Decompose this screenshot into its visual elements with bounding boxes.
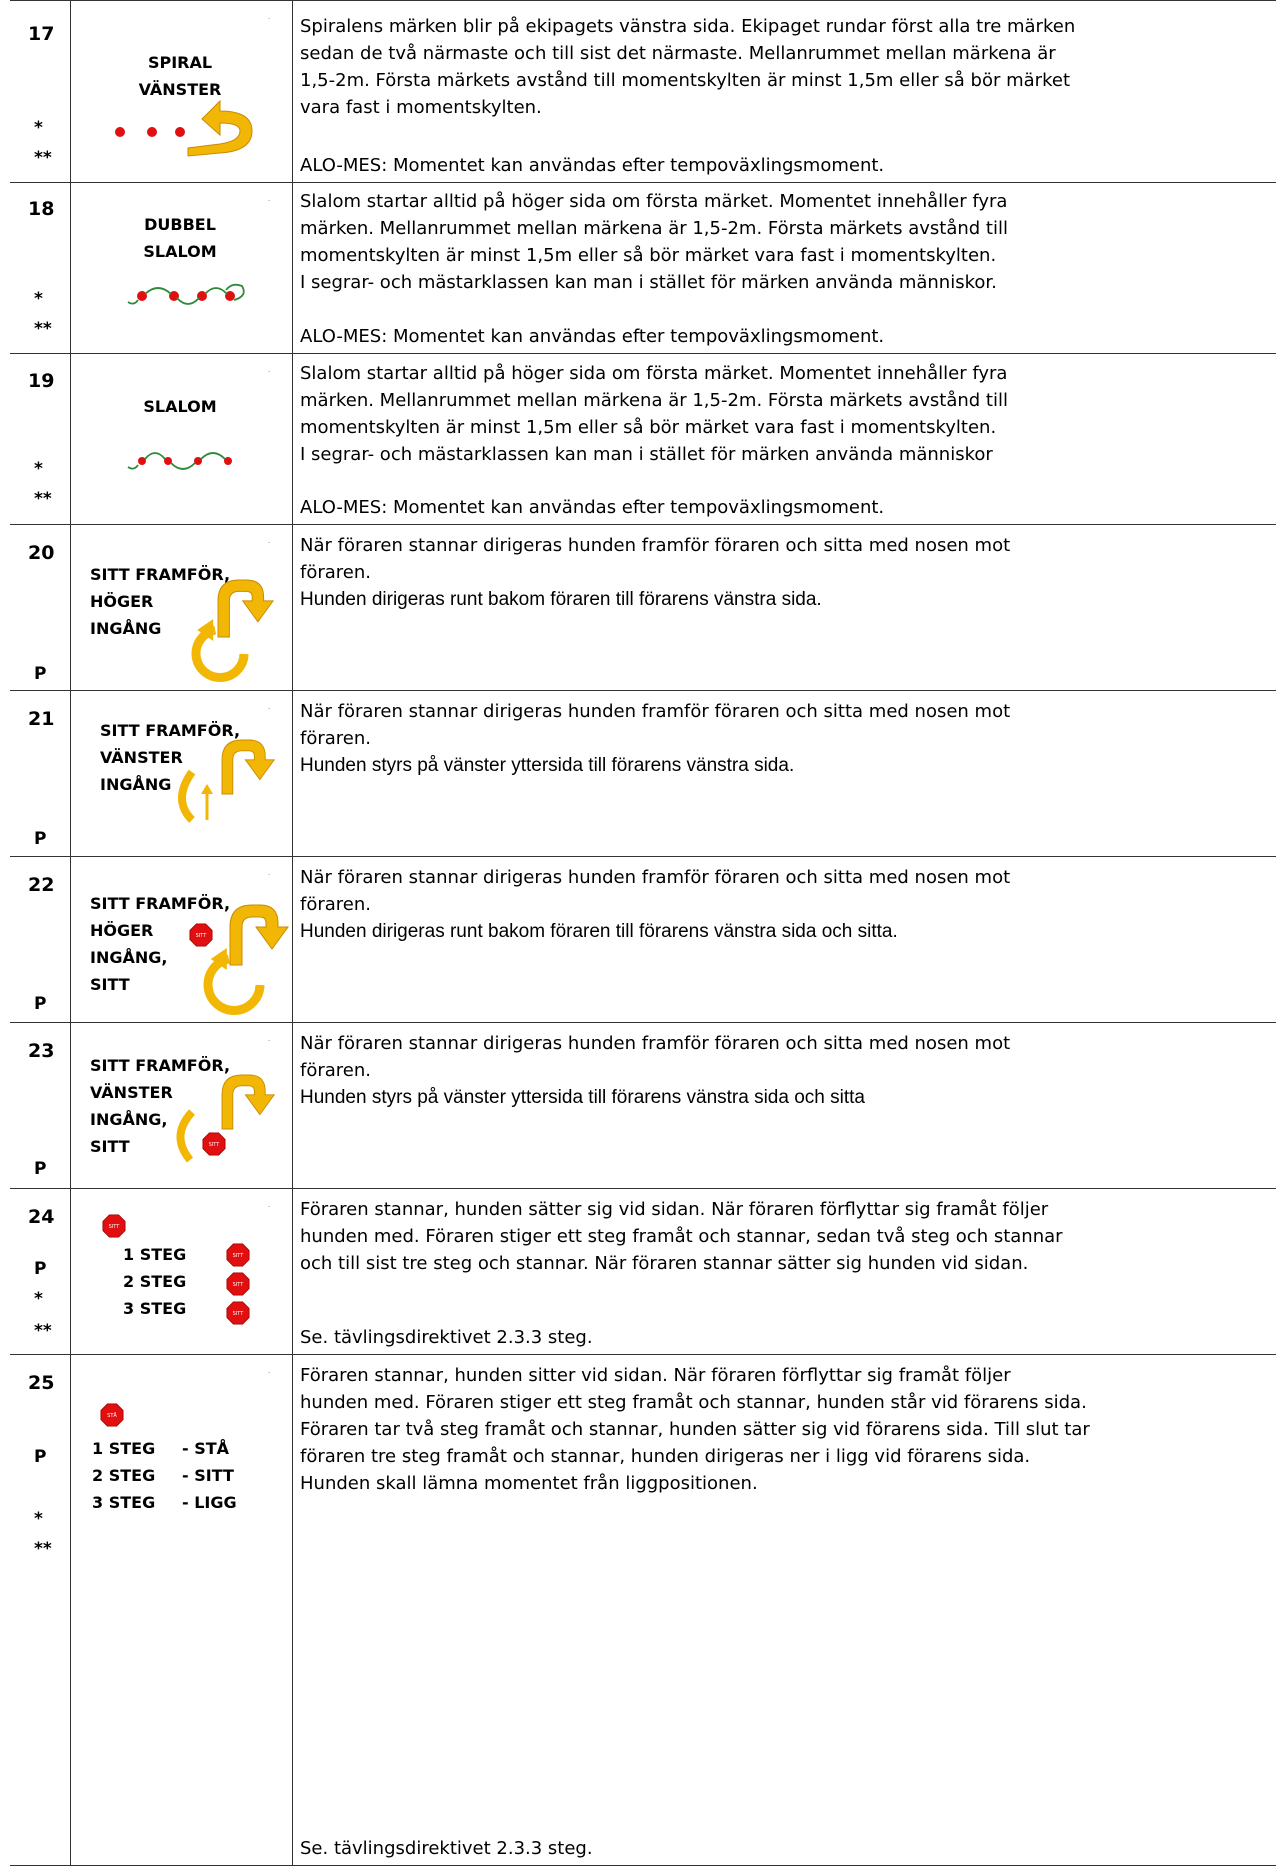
class-mark: * (34, 1289, 43, 1309)
exercise-description (300, 188, 1270, 296)
sign-corner-mark: · (268, 197, 271, 205)
class-mark: * (34, 1509, 43, 1529)
description-line: När föraren stannar dirigeras hunden framför föraren och sitta med nosen mot (300, 535, 1011, 556)
exercise-footnote: ALO-MES: Momentet kan användas efter tempoväxlingsmoment. (300, 497, 885, 518)
description-line: hunden med. Föraren stiger ett steg framåt och stannar, hunden står vid förarens sida. (300, 1392, 1087, 1413)
slalom-path (201, 453, 225, 459)
description-cell (292, 1023, 1276, 1188)
front-right-finish-sit-icon (70, 857, 292, 1023)
exercise-description (300, 532, 1270, 613)
class-mark: P (34, 664, 47, 684)
description-line: Hunden skall lämna momentet från liggpositionen. (300, 1473, 758, 1494)
slalom-path (145, 453, 165, 459)
stop-sign-icon (70, 1189, 292, 1355)
number-cell (10, 857, 71, 1022)
number-cell (10, 691, 71, 856)
slalom-path (171, 463, 195, 469)
exercise-row (10, 857, 1276, 1023)
position-list (182, 1435, 237, 1516)
sign-corner-mark: · (268, 1037, 271, 1045)
description-line: vara fast i momentskylten. (300, 97, 542, 118)
exercise-row (10, 525, 1276, 691)
exercise-footnote: ALO-MES: Momentet kan användas efter tempoväxlingsmoment. (300, 326, 885, 347)
exercise-row (10, 183, 1276, 354)
description-line: märken. Mellanrummet mellan märkena är 1,5-2m. Första märkets avstånd till (300, 218, 1008, 239)
svg-text:SITT: SITT (232, 1282, 244, 1288)
number-cell (10, 525, 71, 690)
position-label: - SITT (182, 1466, 234, 1485)
spiral-arrow-icon (188, 101, 252, 156)
marker-dot (115, 127, 125, 137)
number-cell (10, 1023, 71, 1188)
curve-arrow-icon (182, 772, 192, 820)
description-line: Spiralens märken blir på ekipagets vänstra sida. Ekipaget rundar först alla tre märken (300, 16, 1076, 37)
sign-corner-mark: · (268, 539, 271, 547)
exercise-row (10, 354, 1276, 525)
description-cell (292, 354, 1276, 524)
sign-corner-mark: · (268, 871, 271, 879)
description-line: När föraren stannar dirigeras hunden framför föraren och sitta med nosen mot (300, 1033, 1011, 1054)
description-line: föraren tre steg framåt och stannar, hunden dirigeras ner i ligg vid förarens sida. (300, 1446, 1031, 1467)
description-line: Hunden styrs på vänster yttersida till förarens vänstra sida och sitta (300, 1087, 865, 1108)
sign-cell (70, 183, 293, 353)
sign-corner-mark: · (268, 1203, 271, 1211)
class-mark: P (34, 994, 47, 1014)
class-mark: ** (34, 1539, 52, 1559)
description-cell (292, 857, 1276, 1022)
exercise-footnote: Se. tävlingsdirektivet 2.3.3 steg. (300, 1327, 593, 1348)
exercise-number: 21 (28, 708, 55, 730)
sign-corner-mark: · (268, 15, 271, 23)
stop-sign-icon (103, 1215, 125, 1237)
u-turn-arrow-icon (218, 580, 273, 637)
sign-cell (70, 354, 293, 524)
description-line: föraren. (300, 894, 371, 915)
position-label: - STÅ (182, 1439, 230, 1458)
curve-arrow-icon (180, 1112, 192, 1160)
stop-sign-icon (203, 1133, 225, 1155)
description-line: När föraren stannar dirigeras hunden framför föraren och sitta med nosen mot (300, 867, 1011, 888)
sign-cell (70, 1189, 293, 1354)
svg-text:SITT: SITT (232, 1311, 244, 1317)
step-label: 3 STEG (92, 1493, 156, 1512)
number-cell (10, 1355, 71, 1865)
class-mark: P (34, 829, 47, 849)
sign-label: SITT FRAMFÖR, HÖGER INGÅNG, SITT (90, 894, 231, 994)
class-mark: * (34, 289, 43, 309)
description-line: I segrar- och mästarklassen kan man i stället för märken använda människor (300, 444, 993, 465)
stop-sign-icon (227, 1273, 249, 1295)
exercise-number: 23 (28, 1040, 55, 1062)
svg-text:SITT: SITT (208, 1142, 220, 1148)
sign-cell (70, 1023, 293, 1188)
description-line: momentskylten är minst 1,5m eller så bör märket vara fast i momentskylten. (300, 245, 997, 266)
description-line: hunden med. Föraren stiger ett steg framåt och stannar, sedan två steg och stannar (300, 1226, 1063, 1247)
sign-label: SITT FRAMFÖR, HÖGER INGÅNG (90, 565, 231, 638)
front-left-finish-icon (70, 691, 292, 857)
svg-text:STÅ: STÅ (107, 1413, 117, 1419)
description-cell (292, 1355, 1276, 1865)
description-line: Föraren stannar, hunden sitter vid sidan. När föraren förflyttar sig framåt följer (300, 1365, 1011, 1386)
front-left-finish-sit-icon (70, 1023, 292, 1189)
description-line: föraren. (300, 1060, 371, 1081)
u-turn-arrow-icon (230, 905, 288, 965)
class-mark: ** (34, 489, 52, 509)
step-label: 2 STEG (92, 1466, 156, 1485)
number-cell (10, 1189, 71, 1354)
description-cell (292, 1189, 1276, 1354)
sign-label: SPIRAL VÄNSTER (138, 53, 222, 99)
description-cell (292, 691, 1276, 856)
marker-dot (147, 127, 157, 137)
exercise-description (300, 1362, 1270, 1497)
exercise-number: 25 (28, 1372, 55, 1394)
exercise-number: 24 (28, 1206, 55, 1228)
sign-corner-mark: · (268, 368, 271, 376)
stop-sign-icon (190, 924, 212, 946)
exercise-row (10, 0, 1276, 183)
slalom-icon (70, 354, 292, 525)
sign-cell (70, 1355, 293, 1865)
description-line: Föraren tar två steg framåt och stannar, hunden sätter sig vid förarens sida. Till slut tar (300, 1419, 1090, 1440)
sign-cell (70, 1, 293, 182)
svg-text:SITT: SITT (108, 1224, 120, 1230)
stop-sign-icon (227, 1302, 249, 1324)
sign-label: SITT FRAMFÖR, VÄNSTER INGÅNG (100, 721, 241, 794)
exercise-footnote: ALO-MES: Momentet kan användas efter tempoväxlingsmoment. (300, 155, 885, 176)
description-line: Slalom startar alltid på höger sida om första märket. Momentet innehåller fyra (300, 363, 1008, 384)
exercise-description (300, 864, 1270, 945)
exercise-number: 22 (28, 874, 55, 896)
step-list (92, 1435, 155, 1516)
sign-label: SLALOM (143, 397, 217, 416)
spiral-left-icon (70, 1, 292, 184)
exercise-description (300, 1196, 1270, 1277)
description-line: momentskylten är minst 1,5m eller så bör märket vara fast i momentskylten. (300, 417, 997, 438)
description-cell (292, 1, 1276, 182)
description-line: märken. Mellanrummet mellan märkena är 1,5-2m. Första märkets avstånd till (300, 390, 1008, 411)
exercise-description (300, 13, 1270, 121)
exercise-row (10, 691, 1276, 857)
description-line: Slalom startar alltid på höger sida om första märket. Momentet innehåller fyra (300, 191, 1008, 212)
double-slalom-icon (70, 183, 292, 354)
class-mark: ** (34, 148, 52, 168)
class-mark: P (34, 1447, 47, 1467)
description-line: föraren. (300, 728, 371, 749)
sign-label: SITT FRAMFÖR, VÄNSTER INGÅNG, SITT (90, 1056, 231, 1156)
svg-text:SITT: SITT (195, 933, 207, 939)
exercise-number: 20 (28, 542, 55, 564)
number-cell (10, 1, 71, 182)
number-cell (10, 183, 71, 353)
sign-cell (70, 525, 293, 690)
exercise-row (10, 1355, 1276, 1866)
slalom-path (145, 288, 171, 294)
svg-text:SITT: SITT (232, 1253, 244, 1259)
sign-label: DUBBEL SLALOM (143, 215, 217, 261)
exercise-description (300, 360, 1270, 468)
exercise-row (10, 1023, 1276, 1189)
exercise-number: 17 (28, 23, 55, 45)
number-cell (10, 354, 71, 524)
class-mark: ** (34, 1321, 52, 1341)
sign-label: 1 STEG 2 STEG 3 STEG (123, 1245, 187, 1318)
stop-sign-icon (101, 1404, 123, 1426)
class-mark: P (34, 1259, 47, 1279)
description-line: Hunden dirigeras runt bakom föraren till förarens vänstra sida. (300, 589, 822, 610)
position-label: - LIGG (182, 1493, 237, 1512)
description-cell (292, 183, 1276, 353)
description-line: föraren. (300, 562, 371, 583)
exercise-number: 19 (28, 370, 55, 392)
description-line: När föraren stannar dirigeras hunden framför föraren och sitta med nosen mot (300, 701, 1011, 722)
sign-corner-mark: · (268, 705, 271, 713)
exercise-footnote: Se. tävlingsdirektivet 2.3.3 steg. (300, 1838, 593, 1859)
slalom-path (177, 298, 199, 304)
class-mark: ** (34, 319, 52, 339)
marker-dot (175, 127, 185, 137)
slalom-path (205, 288, 227, 294)
description-cell (292, 525, 1276, 690)
exercise-description (300, 698, 1270, 779)
stop-sign-icon (70, 1355, 292, 1866)
class-mark: P (34, 1159, 47, 1179)
exercise-description (300, 1030, 1270, 1111)
description-line: sedan de två närmaste och till sist det närmaste. Mellanrummet mellan märkena är (300, 43, 1056, 64)
exercise-row (10, 1189, 1276, 1355)
step-label: 1 STEG (92, 1439, 156, 1458)
sign-cell (70, 857, 293, 1022)
class-mark: * (34, 459, 43, 479)
class-mark: * (34, 118, 43, 138)
description-line: 1,5-2m. Första märkets avstånd till momentskylten är minst 1,5m eller så bör märket (300, 70, 1071, 91)
description-line: Föraren stannar, hunden sätter sig vid sidan. När föraren förflyttar sig framåt följer (300, 1199, 1049, 1220)
description-line: I segrar- och mästarklassen kan man i stället för märken använda människor. (300, 272, 997, 293)
stop-sign-icon (227, 1244, 249, 1266)
u-turn-arrow-icon (222, 740, 274, 794)
description-line: Hunden styrs på vänster yttersida till förarens vänstra sida. (300, 755, 795, 776)
description-line: Hunden dirigeras runt bakom föraren till förarens vänstra sida och sitta. (300, 921, 898, 942)
description-line: och till sist tre steg och stannar. När föraren stannar sätter sig hunden vid sidan. (300, 1253, 1029, 1274)
front-right-finish-icon (70, 525, 292, 691)
sign-corner-mark: · (268, 1369, 271, 1377)
exercise-number: 18 (28, 198, 55, 220)
u-turn-arrow-icon (222, 1075, 274, 1129)
sign-cell (70, 691, 293, 856)
